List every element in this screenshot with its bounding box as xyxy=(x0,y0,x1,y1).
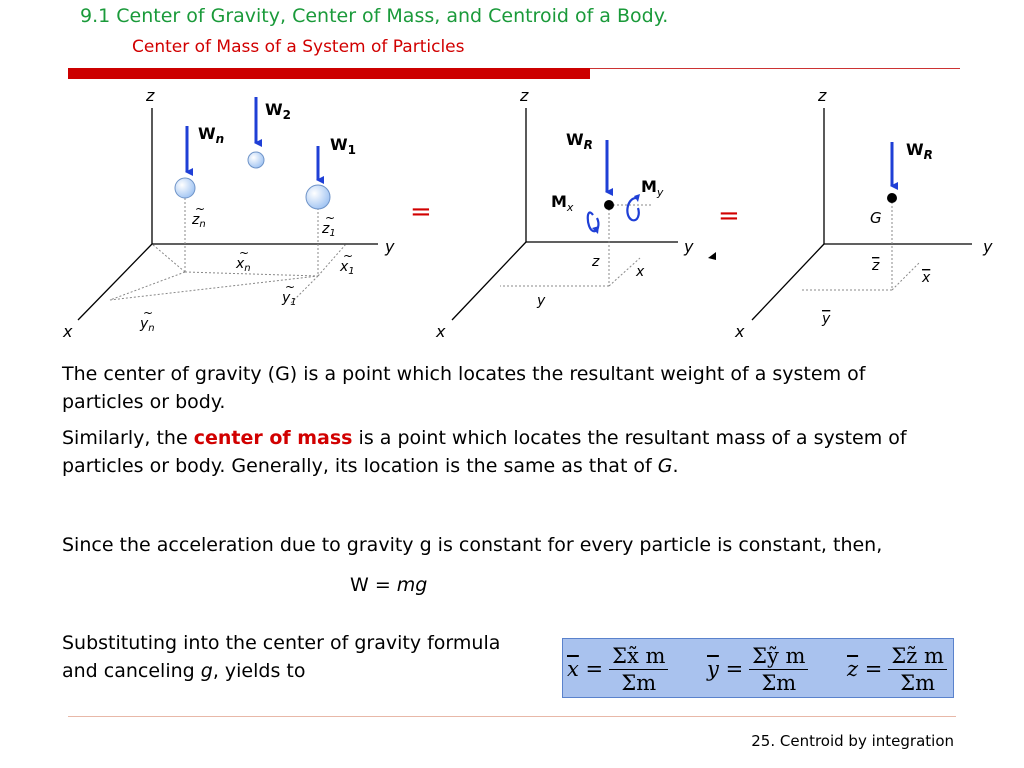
diagram-3 xyxy=(734,86,993,341)
label-zn: $z_n$ xyxy=(192,212,206,230)
svg-text:z: z xyxy=(592,254,600,270)
equals-sign-1: = xyxy=(410,197,432,227)
diagram-1 xyxy=(62,86,395,341)
title-underline-bar xyxy=(68,68,590,79)
formula-z: $\overline{z}$ = $\frac{\Sigma z̃ m}{\Sigma m}$ xyxy=(847,639,947,699)
label-wr-g: $W_R$ xyxy=(906,140,933,162)
formula-y: $\overline{y}$ = $\frac{\text{Σỹ m}}{\Sigma m}$ xyxy=(707,639,808,699)
svg-text:z: z xyxy=(872,258,880,274)
svg-text:z: z xyxy=(818,86,827,105)
axis-z-label: z xyxy=(146,86,155,105)
svg-text:~: ~ xyxy=(343,249,354,263)
label-yn: $y_n$ xyxy=(140,316,155,334)
title-underline-rule xyxy=(590,68,960,69)
label-my: $M_y$ xyxy=(641,177,664,199)
svg-text:x: x xyxy=(922,270,931,286)
slide-subtitle: Center of Mass of a System of Particles xyxy=(132,37,465,57)
paragraph-center-of-gravity: The center of gravity (G) is a point which locates the resultant weight of a system of particles or body. xyxy=(62,363,866,413)
center-of-gravity-point xyxy=(887,193,897,203)
svg-text:y: y xyxy=(983,237,993,256)
label-x1: $x_1$ xyxy=(340,259,355,277)
label-z1: $z_1$ xyxy=(322,221,336,239)
svg-text:~: ~ xyxy=(285,280,296,294)
diagram-2 xyxy=(435,86,694,341)
label-mx: $M_x$ xyxy=(551,192,574,214)
formula-x: $\overline{x}$ = $\frac{\Sigma x̃ m}{\Sigma m}$ xyxy=(567,639,668,699)
paragraph-substituting: Substituting into the center of gravity formula and canceling g, yields to xyxy=(62,632,501,682)
svg-text:y: y xyxy=(537,293,546,309)
slide-title: 9.1 Center of Gravity, Center of Mass, and Centroid of a Body. xyxy=(80,5,669,27)
slide-footer: 25. Centroid by integration xyxy=(751,732,954,750)
label-wr: $W_R$ xyxy=(566,130,593,152)
label-xn: $x_n$ xyxy=(236,256,251,274)
svg-text:y: y xyxy=(684,237,694,256)
svg-text:~: ~ xyxy=(143,306,154,320)
svg-text:z: z xyxy=(520,86,529,105)
label-w1: $W_1$ xyxy=(330,135,357,157)
particle-2 xyxy=(248,152,264,168)
centroid-formula-box xyxy=(562,638,954,698)
svg-text:x: x xyxy=(636,264,645,280)
svg-text:x: x xyxy=(735,322,745,341)
particle-n xyxy=(175,178,195,198)
weight-equation: W = mg xyxy=(350,574,428,596)
svg-text:x: x xyxy=(436,322,446,341)
axis-y-label: y xyxy=(385,237,395,256)
paragraph-gravity-constant: Since the acceleration due to gravity g is constant for every particle is constant, then, xyxy=(62,534,883,556)
resultant-point xyxy=(604,200,614,210)
cursor-icon xyxy=(708,252,716,260)
label-w2: $W_2$ xyxy=(265,100,292,122)
label-y1: $y_1$ xyxy=(282,290,297,308)
particle-system-diagram xyxy=(0,80,1024,350)
particle-1 xyxy=(306,185,330,209)
svg-text:~: ~ xyxy=(325,211,336,225)
axis-x-line xyxy=(78,244,152,320)
paragraph-center-of-mass: Similarly, the center of mass is a point which locates the resultant mass of a system of particles or body. Generally, its location is the same as that of G. xyxy=(62,427,907,477)
svg-text:y: y xyxy=(822,311,831,327)
axis-x-label: x xyxy=(63,322,73,341)
equals-sign-2: = xyxy=(718,201,740,231)
label-wn: $W_n$ xyxy=(198,124,225,146)
svg-text:~: ~ xyxy=(195,202,206,216)
label-g: G xyxy=(870,209,882,227)
footer-divider xyxy=(68,716,956,717)
center-of-mass-highlight: center of mass xyxy=(193,427,353,449)
moment-y-arrow xyxy=(627,198,638,220)
svg-text:~: ~ xyxy=(239,246,250,260)
